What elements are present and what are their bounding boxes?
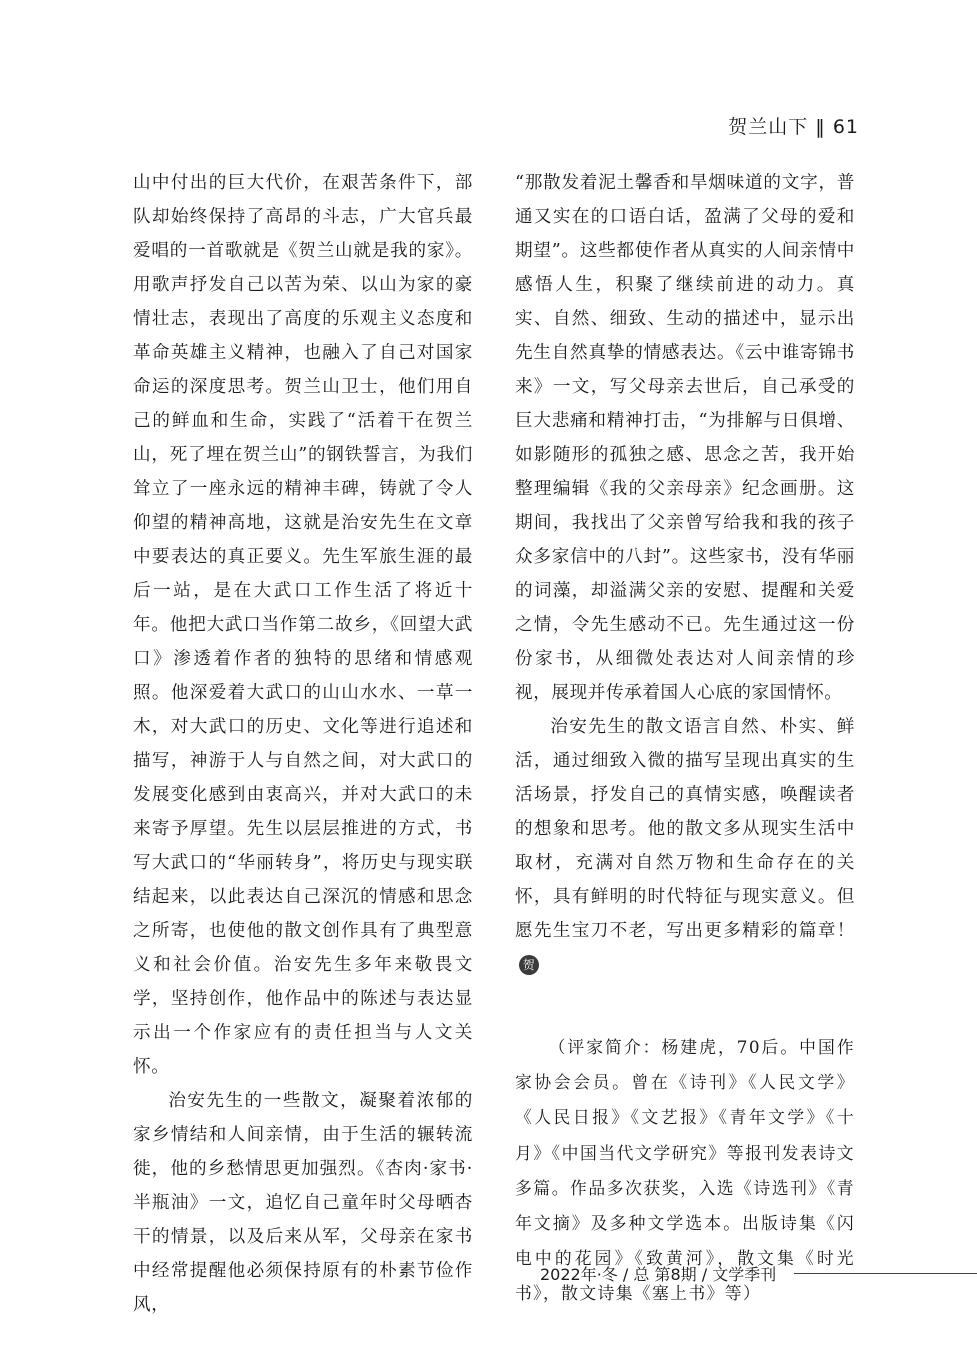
author-bio: （评家简介：杨建虎，70后。中国作家协会会员。曾在《诗刊》《人民文学》《人民日报》《文艺报》《青年文学》《十月》《中国当代文学研究》等报刊发表诗文多篇。作品多次获奖，入选《诗选刊》《青年文摘》及多种文学选本。出版诗集《闪电中的花园》《致黄河》，散文集《时光书》，散文诗集《塞上书》等） bbox=[515, 1037, 855, 1304]
left-column bbox=[133, 166, 473, 1322]
right-paragraph-2 bbox=[515, 710, 855, 982]
left-paragraph-1: 山中付出的巨大代价，在艰苦条件下，部队却始终保持了高昂的斗志，广大官兵最爱唱的一首歌就是《贺兰山就是我的家》。用歌声抒发自己以苦为荣、以山为家的豪情壮志，表现出了高度的乐观主义态度和革命英雄主义精神，也融入了自己对国家命运的深度思考。贺兰山卫士，他们用自己的鲜血和生命，实践了“活着干在贺兰山，死了埋在贺兰山”的钢铁誓言，为我们耸立了一座永远的精神丰碑，铸就了令人仰望的精神高地，这就是治安先生在文章中要表达的真正要义。先生军旅生涯的最后一站，是在大武口工作生活了将近十年。他把大武口当作第二故乡，《回望大武口》渗透着作者的独特的思绪和情感观照。他深爱着大武口的山山水水、一草一木，对大武口的历史、文化等进行追述和描写，神游于人与自然之间，对大武口的发展变化感到由衷高兴，并对大武口的未来寄予厚望。先生以层层推进的方式，书写大武口的“华丽转身”，将历史与现实联结起来，以此表达自己深沉的情感和思念之所寄，也使他的散文创作具有了典型意义和社会价值。治安先生多年来敬畏文学，坚持创作，他作品中的陈述与表达显示出一个作家应有的责任担当与人文关怀。 bbox=[133, 173, 473, 1077]
footer-issue-info: 2022年·冬 / 总 第8期 / 文学季刊 bbox=[540, 1265, 777, 1284]
right-column bbox=[515, 166, 855, 1312]
article-end-mark-icon: 贺 bbox=[519, 955, 539, 975]
right-paragraph-2-text: 治安先生的散文语言自然、朴实、鲜活，通过细致入微的描写呈现出真实的生活场景，抒发自己的真情实感，唤醒读者的想象和思考。他的散文多从现实生活中取材，充满对自然万物和生命存在的关怀，具有鲜明的时代特征与现实意义。但愿先生宝刀不老，写出更多精彩的篇章！ bbox=[515, 717, 855, 941]
running-header: 贺兰山下 ‖ 61 bbox=[728, 116, 859, 138]
right-paragraph-1: “那散发着泥土馨香和旱烟味道的文字，普通又实在的口语白话，盈满了父母的爱和期望”。这些都使作者从真实的人间亲情中感悟人生，积聚了继续前进的动力。真实、自然、细致、生动的描述中，显示出先生自然真挚的情感表达。《云中谁寄锦书来》一文，写父母亲去世后，自己承受的巨大悲痛和精神打击，“为排解与日俱增、如影随形的孤独之感、思念之苦，我开始整理编辑《我的父亲母亲》纪念画册。这期间，我找出了父亲曾写给我和我的孩子众多家信中的八封”。这些家书，没有华丽的词藻，却溢满父亲的安慰、提醒和关爱之情，令先生感动不已。先生通过这一份份家书，从细微处表达对人间亲情的珍视，展现并传承着国人心底的家国情怀。 bbox=[515, 173, 855, 703]
footer-rule bbox=[794, 1273, 977, 1274]
left-paragraph-2: 治安先生的一些散文，凝聚着浓郁的家乡情结和人间亲情，由于生活的辗转流徙，他的乡愁情思更加强烈。《杏肉·家书·半瓶油》一文，追忆自己童年时父母晒杏干的情景，以及后来从军，父母亲在家书中经常提醒他必须保持原有的朴素节俭作风， bbox=[133, 1091, 473, 1315]
page-footer bbox=[540, 1262, 977, 1285]
